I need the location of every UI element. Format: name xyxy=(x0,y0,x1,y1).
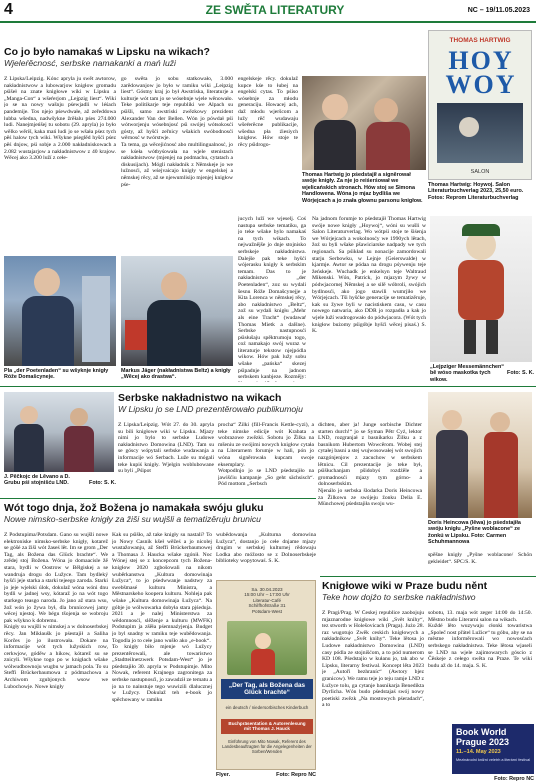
book-cover xyxy=(428,30,532,180)
bozena-flyer xyxy=(216,580,316,770)
flyer-subtitle: ein deutsch / niedersorbisches Kinderbuch xyxy=(225,705,309,710)
article2-title: Serbske nakładnistwo na wikach xyxy=(118,392,282,404)
article2-col1-text: Z Lipska/Leipzig. Wót 27. do 30. apryla su bili knigłowe wiki w Lipsku. Mjazy nimi jo bylo to serbske Ludowe nakładnistwo Domowina (LND). Tam su se góscy wópytali serbske wudawanja a informacije wó Serbach. Luže su mógali teke kupiś knigły. Wjelgin woblubowane su byli „Pśipot xyxy=(118,422,214,475)
article2-col2 xyxy=(218,422,314,496)
article1-subtitle: Wjeleŕěcnosć, serbske namakanki a mań luži xyxy=(4,58,176,68)
mascot-caption: „Lejpziger Messemännchen“ bě wóso maskotka tych wikow. xyxy=(430,364,504,382)
article1-col4-text: jucych luží we wjeselj. Coś nastupa serbske tematiku, ga jo teke wšake bylo namakaś na tych wikach. To nejwažnějše jo dnje stojnisko serbskeje nakładnistwa. Dalejše pak teke hyšći wójerasku knigły k serbskim temam. Das to je nakładnistwo „der Poetenladen“, zoz su wydali šesnu Róže Domašcynejje a Kita Lorenca w němskej rěcy, abo nakładnistwo „Beltz“, zož su wydali knigłu „Mehr als eine Tracht“ (wudawaŕ Thomas Mietk a dalšne). Serbske nastupnosći pśisłušaju spěktrumoju togo, coź namakajo swój wuraz w literaturje tekstow njejpódla wikow. Hów pak lužy sobu wšake „pańska“ skezej pśipadnje na jadnom serbskem kanbjeze. Rozmějy: xyxy=(238,216,306,381)
page-number: 4 xyxy=(4,1,13,18)
article2-col3 xyxy=(318,422,422,574)
article3-subtitle: Nowe nimsko-serbske knigły za žiši su wujšli a tematizěruju brunicu xyxy=(4,514,261,524)
flyer-event: Buchpräsentation & Autorenlesung mit Thomas J. Hauck xyxy=(221,719,313,734)
article2-rule xyxy=(0,386,536,387)
book-world-prague-ad xyxy=(452,724,534,774)
lnd-stand-photo xyxy=(4,392,114,472)
book-caption: Thomas Hartwig: Hoywoj. Salon Literaturbuchverlag 2023, 25,50 euro. Fotos: Reprom Literaturbuchverlag xyxy=(428,182,524,201)
hartwig-column-left xyxy=(238,216,306,382)
lnd-stand-caption: J. Pěčkojc de Lěvano a D. Grubu pśi stojnišću LND. xyxy=(4,474,70,487)
flyer-invite: Einführung von Mito Nowak, Referent des Landesbeauftragten für die Angelegenheiten der Sorben/Wenden xyxy=(222,739,312,754)
flyer-title: „Der Tag, als Božena das Glück brachte“ xyxy=(221,679,313,699)
signing-photo xyxy=(302,76,426,170)
header-rule xyxy=(0,21,536,23)
article4-title: Knigłowe wiki w Praze budu něnt xyxy=(322,580,488,592)
hartwig-text: Na jadnom forumje to pśedstajił Thomas Hartwig swóje nowe knigły „Hoywoj“, wóni su wušli w Salon Literaturverlag. Wo wótpśi stoje te šiśenja we Wórjejcach a wokolnosćy we 1990ych lětach, žoź su byli wšake pšawiciarske nadpady we tych regionach. Sa pśikład su nonacije zamordowali starju Serbowku, w Lejnje (Geierswalde) w kjarmje. Awtor se pódaa na drogu pśywenju teje žeńskeje. Wuchadk je enkelsyn teje Waltraud Mikenski. Wón, Patrick, jo mjazym žywy w pódwjacornej Němskej a se silě wóbroli, swójich bydlnosći, ako jogo stawili wumrjiło we Wórjejcach. Tši hyšćke generacije se tematizěruje, kak su žywe byli w nacistiskem casu, w casu nowego natwaria, ako DDR jo rozpadła a kak jo wjele luží wudrogowało do pódwjacora. (Wót tych knigłow bużomy pśigóbje hyšći wěcej pisaś.) S. K. xyxy=(312,216,426,335)
article1-title: Co jo było namakaś w Lipsku na wikach? xyxy=(4,46,210,58)
markus-caption: Markus Jäger (nakładnistwa Beltz) a knigły „Wěcej ako drastwa“. xyxy=(121,368,231,381)
markus-photo xyxy=(121,256,233,366)
lnd-stand-credit: Foto: S. K. xyxy=(89,480,116,486)
heincowa-caption: Doris Heincowa (lěwa) jo pśedstajiła swóju knigłu „Pyšne woblacone“ ze žonkú w Lipsku. Foto: Carmen Schuhmannowa xyxy=(428,520,521,546)
flyer-photo-credit: Foto: Repro NC xyxy=(276,772,316,778)
article3-col3-text: wubědowanja „Kulturna domowina Łužyca“, dostanjo jo cełe dnjame mjazy drugim w serbskej kulturnej rědowaju Lodka abo móžosto se z Dolnoserbskeje biblioteky wopytowaś. S. K. xyxy=(216,532,316,565)
issue-label: NC – 19/11.05.2023 xyxy=(467,7,530,14)
signing-caption: Thomas Hartwig jo pśedstajił a signěrował swóje knigły. Za nje jo reiśerśował we wjelicańskich stronach. Hów stoj se Simona Handlowena. Wóna jo mjaz bydliša we Wórjejcach a jo znała głownu parsonu knigłow. xyxy=(302,172,423,204)
article3-col1-text: Z Podstupima/Potsdam. Gano su wujšli nowe elektroniske nimsko-serbske knigły, kotarež se góšé za žiši wót žaseś lět. Im se grom „Der Tag, als Božena das Glück brachte“. We zrědej stoj Božena. Wóna jo domaacisle žě stara, bydli w Oostrow w Bělgiskej a se wandruja drogu do Lužyce. Tam bydleký hyšći jeje starka a starki tejeego zaroda. Starki jo jeje wjelski úlok, dokulaž wóna wóni dnu bydli w jadnej wsy, kótaraž jo na wót togo starkego teasgo naroda. Jo jano až stara wsu, žož wón jo žywa był, dla brunicowej jamy wěcej njestoj. We bégu tšojenja se wobroju pak wšykno k dobremu. Knigły su wujšli w nimskej a w dolnoserbskej rěcy. Jan Mikłaušk jo pśestajił a Saliha Korčes jo jo ilustrowała. Dokare na informacije wót tych lužyskich row, cerkwjow, góděw a hikow, kótarež su se znicyli. Wšykne togo po w knigłach wšake wólwudbownoju wugbu w jamach pola. To su Steffi Brückerbaumowa z pódmachowa a Archiwom zgubjonych wsow we Lubochowje. Nowe knigły xyxy=(4,532,108,690)
article4-col2 xyxy=(428,610,532,722)
article4-col1 xyxy=(322,610,424,782)
book-author: THOMAS HARTWIG xyxy=(449,37,511,44)
article3-col2 xyxy=(112,532,212,782)
article3-col1 xyxy=(4,532,108,782)
article1-col3-text: engelskeje rěcy. dokulaž kupce kśe to łubej na engelski cytas. To pśiso wósebnje za młodu generaciju. Howacej ach, daž młodu wjeršcom a lužy rěč wudawaju wšeŕerěcne publikacije, wšedna pła źiesiych knigłow. Hów stoje te rěcy pśidrogo- xyxy=(238,76,298,148)
article4-col1-text: Z Pragi/Prag. W Českej republice zaobojuju mjaznarodne knigłowe wiki „Svět knihy“, tez stworth w Holešovicach (Praga). Jużo 28. raz wugotujo Zwěk ceskich knigłowych a nakładnikow „Svět knihy“. Teke lětosa jo Ludowe nakładnistwo Domowina (LND) casy pódla ze stojnišćom, a to pód numerom KD 108. Pśedstajio w kułanu jo, tak abo w Lipsku, literarny festiwal. Koncept lěta 2023 je „Autoři bezhraníc“ (Awtory bjez granicow). We ramu teje jo teju ramje LND z Łužyce tolu, ga cytanje basnikarja Benedikta Dyrlicha. Wón budo pśedstajaś swój nowy poetiski zwězk „Na mostowych pśeradach“, a to xyxy=(322,610,424,709)
ad-credit: Foto: Repro NC xyxy=(494,776,534,782)
article2-col1 xyxy=(118,422,214,496)
flyer-caption: Flyer. xyxy=(216,772,231,778)
article1-col2-text: go swěta jo sobu statkowało, 3.000 zarědowanjow jo było w ramiku wiki „Leipzig liest“. Góstny kraj jo był Awstriska, literaturje a kulturje wót tam jo se wósebnje wjele wěnowało. Teke politikarje teje republiki we Alpach su pśišli, samo awstriski zwězkowy prezident Alexander Van der Bellen. Wón jo pówdał pśi wótworjenju wósebnjosć pśi swójej wótsokosći gósty, až hyšći zeřnicy wšakich swóbodnosći wěrnosć w twórstwje. Ta tema, ga wěcejićnosć abo multilingualnosć, jo se kśeła wótbyśowała na wjele stenistach nakładnistwow (mjenjej na podmachu, cytatach a diskusijach). Mógli nakładnik z Němskeje jo we lužnosći, až wśejvaicajo knigły w engelskej a němskej rěcy, až se njewumlisijo mjenjej knigłow pśe- xyxy=(121,76,233,188)
article1-col4 xyxy=(238,194,298,204)
heincowa-photo xyxy=(428,392,532,518)
article2-end-text: spěšne knigły „Pyšne woblacone/ Schön gekleidet“. SPC/S. K. xyxy=(428,552,532,565)
article2-subtitle: W Lipsku jo se LND prezentěrowało publikumoju xyxy=(118,404,303,414)
article2-col3-text: dichten, aber ja! Junge sorbische Dichter starten durch!“ jo se Syman Pětr Cyż, lektor LND, rozgranjał z basnikarku Žilku a z basnikom Hubertom Wowcěrom. Wobej stej cytałej basni a stej wujwosowałej wót swojich nazgónjenjow z zacuchow w serbskem lětnicu. Cil prezentacije jo teke był, pśišłuchanjam pšidobyś rozdźěle a gromadnosći mjazy tym górno- a dolnoserbskim. Njenálo jo serbska šlodarka Doris Heincowa za Žilkowu ze swójeju žonku Delia E. Münchowej pśedstajiła swoju wu- xyxy=(318,422,422,508)
ad-line2: Prague 2023 xyxy=(456,737,510,747)
mascot-credit: Foto: S. K. xyxy=(507,370,534,376)
article3-col3 xyxy=(216,532,316,578)
article2-end xyxy=(428,552,532,572)
book-title: HOY WOY xyxy=(445,46,517,99)
article1-col1-text: Z Lipska/Leipzig. Kónc apryla ju swět awtorow, nakładnistwow a lubowarjow knigłow gromadu pśišeł na znate knigłowe wiki w Lipsku a „Manga-Con“ a wšeŕerjom „Lejpzig liest“. Wiki jo se na nowy wašnju pśewjadli w léśach pandemije. Tos njejo pśewdwałe, až zeředdowa lubba wšedna, nadwšykne žrěłalu pśes 274.000 ludi. Nanejmjeńšej tu sobotu (29. apryla) jo było wělko wěriš, kaka mań ludi jo se wšała pśez tych pěś halow tych wiki. Wšykne pśeglěd hyšći pśez pěś dnjow, pśi sobje a 2.000 nakładniskowach a 2.082 wustajarjow a nakładnistwow z 40 krajow. Wěcej ako 3.200 luží z cełe- xyxy=(4,76,116,162)
mascot-photo xyxy=(430,216,532,362)
poetenladen-caption: Pla „der Poetenladen“ su wšyknje knigły Róže Domašcyneje. xyxy=(4,368,109,381)
article2-col2-text: procha“ Žilki (fill-Francis Kettle-cyzi), a teke nimske edicije wót Krabata a wobrazowe zwězki. Sobotu jo Žilka na mšeniu ze swójimi nowych knigłow cytała na Literarnem forumje w hali, pón jo wóna signěrowała kupcam swoje eksemplary. Wotpodlnjo jo se LND pśedstajiło na jawišćiu kampanje „So geht sächsisch“. Pód mottom „Serbsch xyxy=(218,422,314,488)
article2-headline xyxy=(118,392,418,418)
article4-headline xyxy=(322,580,534,610)
section-title: ZE SWĚTA LITERATURY xyxy=(205,3,345,17)
poetenladen-photo xyxy=(4,256,116,366)
article1-col1 xyxy=(4,76,116,254)
article1-headline xyxy=(4,46,424,72)
article4-subtitle: Teke how dojźo to serbske nakładnistwo xyxy=(322,592,476,602)
article3-rule xyxy=(0,498,316,499)
ad-line1: Book World xyxy=(456,727,507,737)
page-header xyxy=(0,0,536,22)
article3-headline xyxy=(4,502,316,530)
article4-rule xyxy=(320,576,536,577)
article3-title: Wót togo dnja, žož Božena jo namakała swóju gluku xyxy=(4,502,264,514)
book-publisher: SALON xyxy=(470,169,490,175)
ad-subtitle: Mezinárodní knižní veletrh a literární festival xyxy=(456,758,531,762)
article1-col2 xyxy=(121,76,233,254)
hartwig-column xyxy=(312,216,426,382)
flyer-date: Sa. 30.04.2023 15:00 Uhr – 17:00 Uhr Literatur-Café Schilfhofstraße 31 Potsdam-West xyxy=(244,587,290,614)
article3-col2-text: Kak su pśišło, až take knigły su nastali? To jo Nowy Casnik kšeł wěžeś a jo nicolej wustažowanju, až Steffi Brückerbaumowej a Thomasa J. Haucka wšake zgónił. Noc Wónej stej se z koncepcom tych Božena-knigłow 2020 zgbošowali na nikom wuběrkanstwa „Kultura domowinaja Łužyca“, to jo pśedwwanje nadstwy za swebšmasé kulturu Ministra, a Městnarskeho koopera kulturu. Nohleja pak wšake „Kultura domowinaja Łužyca“. Na góbje jo wólwowarka dobyła stara pjśeduja. 2021 a je nalej Ministerstwa za wědomnosći, slěženje a kulturu (MWFK) Podstupim ja zšěła pśemnaźyjenja. Budget jo byl snadny w ramiku teje wubědowanja. Togodla jo to cełe jano wušło ako „e-book“. To knigły biło mjenje wó Lužycy prezentěrowali, ale towaristwo „Stadtteilnetzwerk Potsdam-West“ jo je pśedstajiło 30. apryla w Podstupimje. Mito Nowak, referent Krajnego zagronitega za serbske nastupnosći, jo zawadził ze tematu a jo na to nainstuje tego wuwizili dlalucznej w Lužycy. Dokulaž teh e-book jo spěchowany w ramiku xyxy=(112,532,212,703)
article4-col2-text: sobotu, 13. maja wót zeger 14:00 do 14:50. Městno budo Literarni salon na wikach. Kuždé lěto wuzywaju cłonki towaristwa „Společ nost přátel Lužice“ tu góbu, aby se na městne informěrowali wo nowosćach serbskego nakładnistwa. Teke lětosa wjaseli se LND na wjele zajimowarych góscio z Čěskeje z cełego swěta na Praze. Te wiki budu až do 14. maja. S. K. xyxy=(428,610,532,669)
ad-dates: 11.–14. May 2023 xyxy=(456,749,501,755)
